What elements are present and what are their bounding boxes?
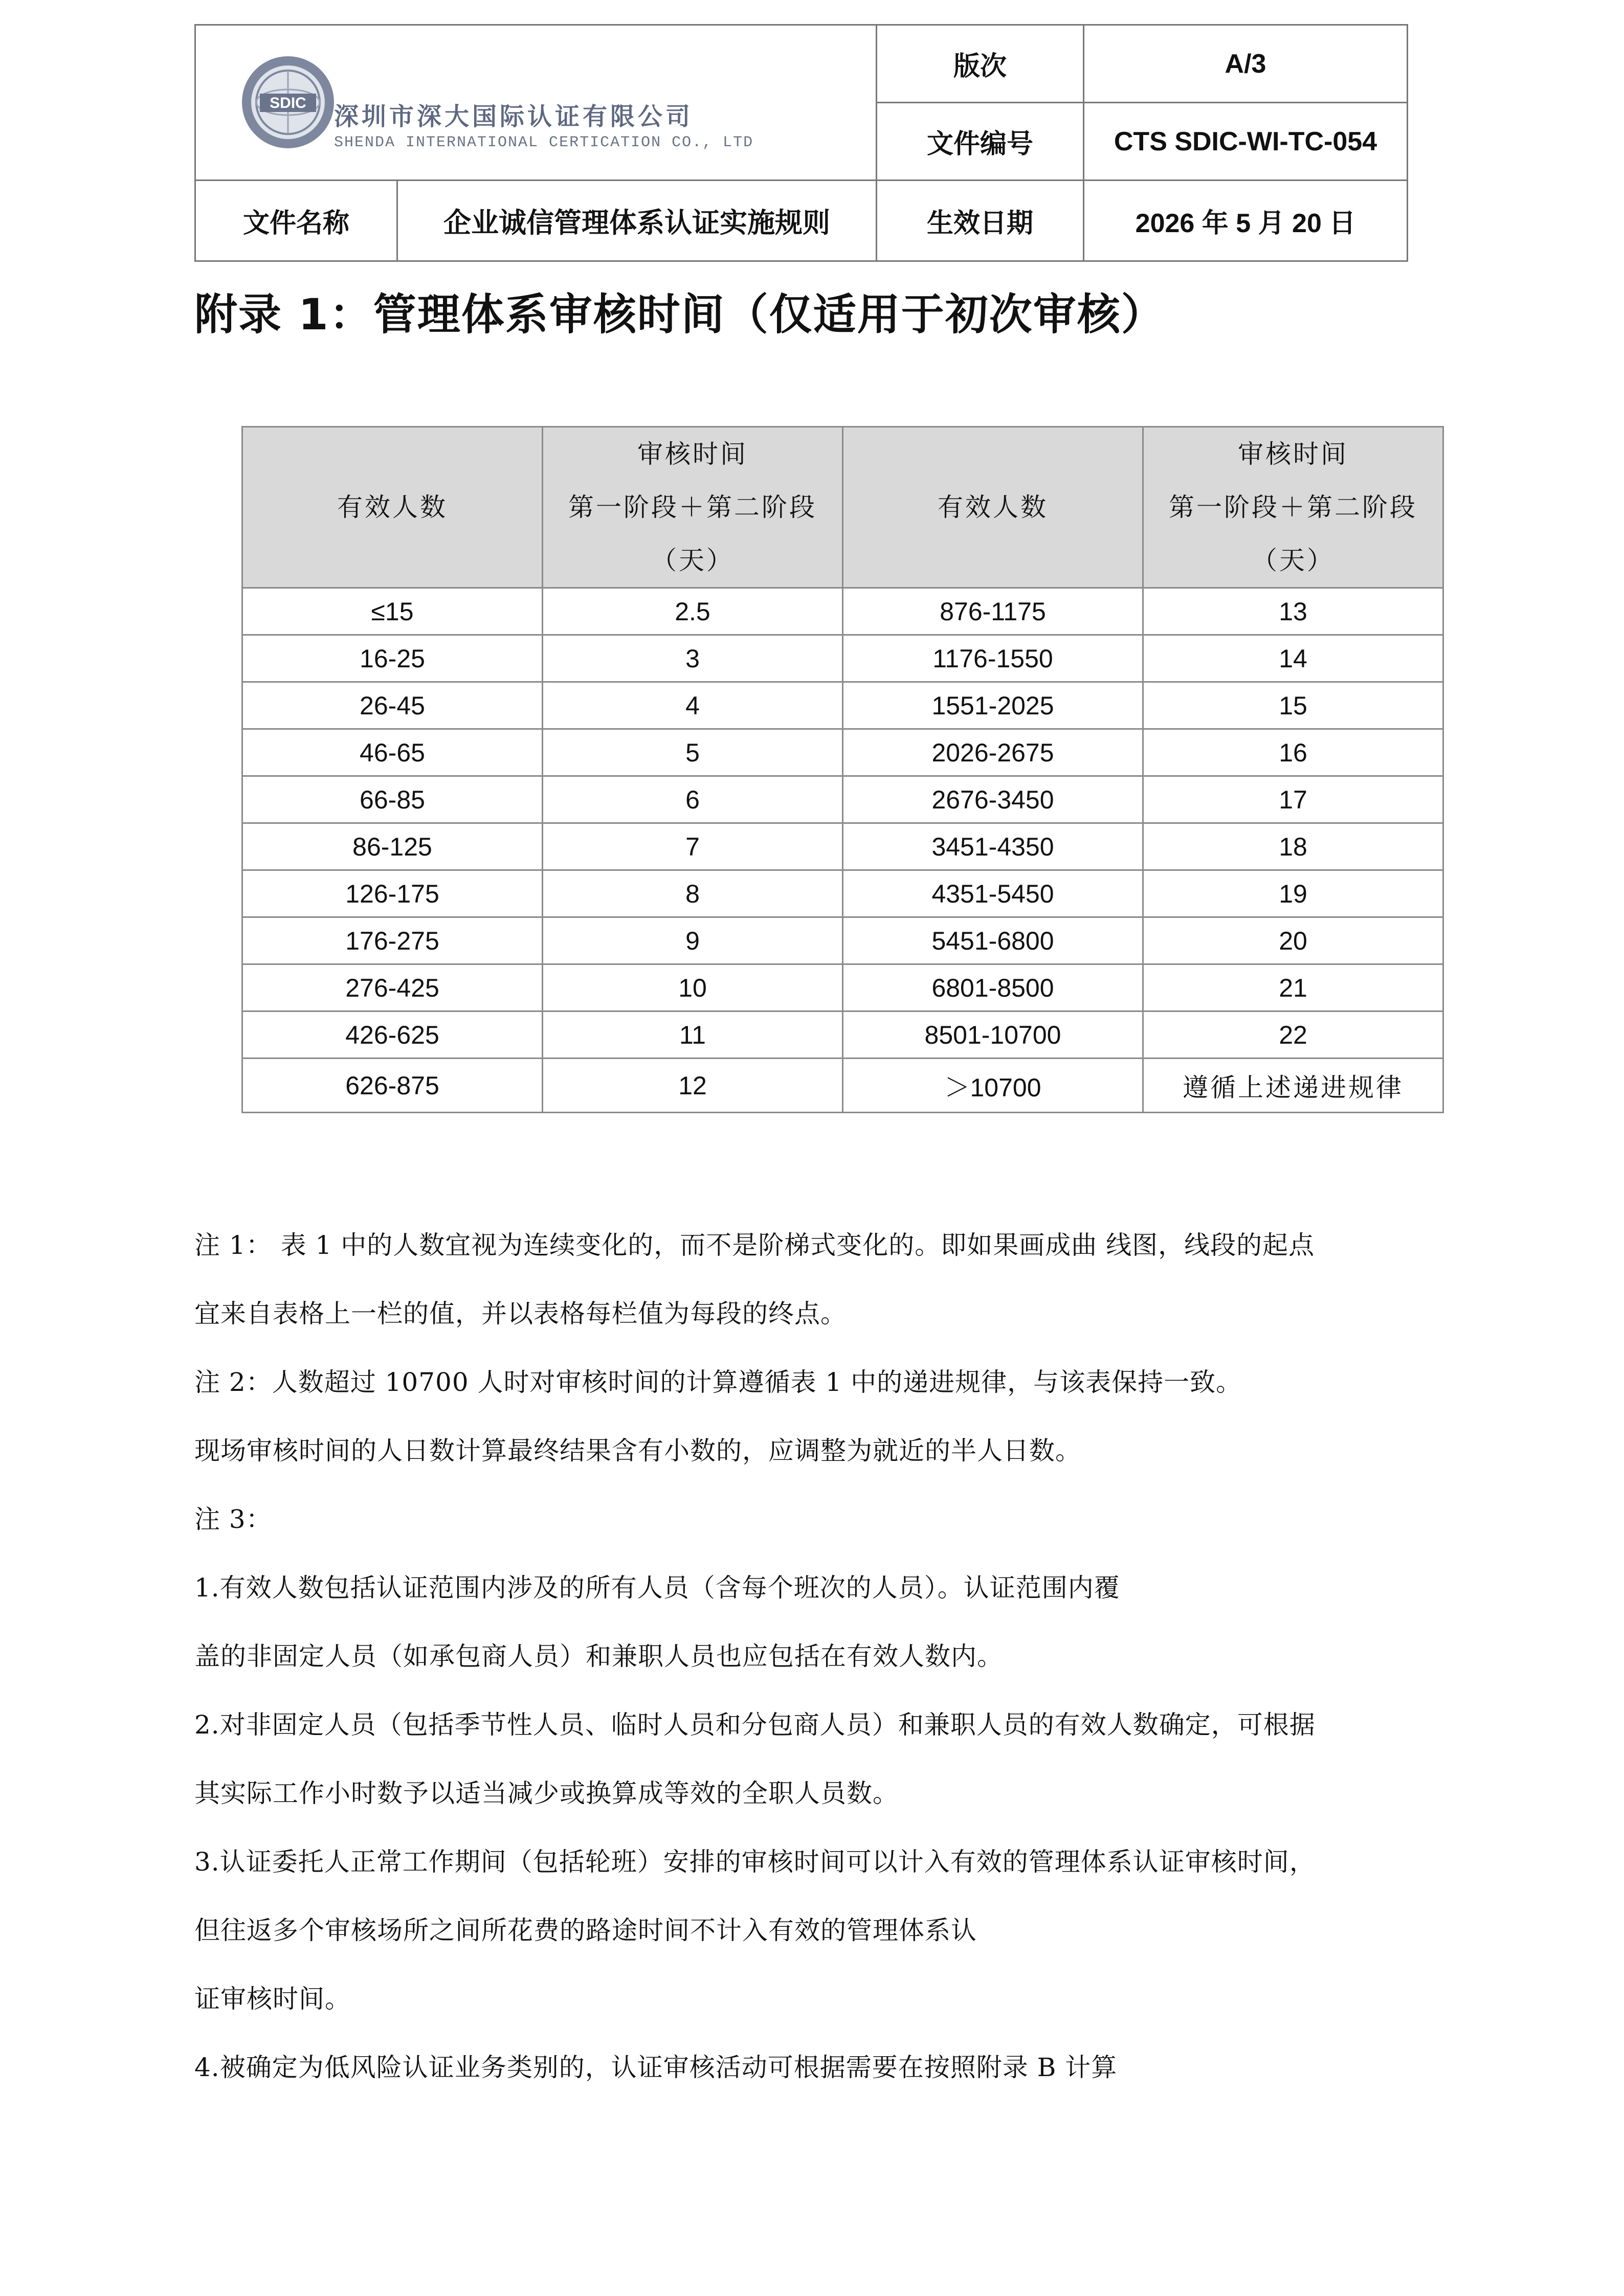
note-line: 证审核时间。 [194,1984,351,2014]
document-header [194,24,1408,262]
note-line: 但往返多个审核场所之间所花费的路途时间不计入有效的管理体系认 [194,1916,977,1945]
docname-value: 企业诚信管理体系认证实施规则 [397,181,877,261]
version-label: 版次 [877,25,1084,103]
note-line: 注 3： [194,1504,272,1534]
table-row: 176-275 9 5451-6800 20 [242,917,1443,964]
table-row: 626-875 12 ＞10700 遵循上述递进规律 [242,1059,1443,1113]
docname-label: 文件名称 [195,181,397,261]
version-value: A/3 [1084,25,1408,103]
company-logo-block [195,25,877,181]
table-row: 16-25 3 1176-1550 14 [242,635,1443,682]
table-row: 66-85 6 2676-3450 17 [242,776,1443,823]
header-people-right: 有效人数 [843,427,1143,588]
note-line: 盖的非固定人员（如承包商人员）和兼职人员也应包括在有效人数内。 [194,1641,1003,1671]
note-line: 1.有效人数包括认证范围内涉及的所有人员（含每个班次的人员）。认证范围内覆 [194,1573,1120,1603]
note-line: 注 1： 表 1 中的人数宜视为连续变化的，而不是阶梯式变化的。即如果画成曲 线图，线段的起点 [194,1230,1315,1260]
docno-value: CTS SDIC-WI-TC-054 [1084,103,1408,181]
header-time-right: 审核时间 第一阶段＋第二阶段 （天） [1143,427,1443,588]
note-line: 3.认证委托人正常工作期间（包括轮班）安排的审核时间可以计入有效的管理体系认证审核时间， [194,1847,1316,1877]
table-row: 276-425 10 6801-8500 21 [242,964,1443,1011]
note-line: 其实际工作小时数予以适当减少或换算成等效的全职人员数。 [194,1779,899,1808]
header-people-left: 有效人数 [242,427,543,588]
company-name-cn: 深圳市深大国际认证有限公司 [334,102,694,131]
note-line: 2.对非固定人员（包括季节性人员、临时人员和分包商人员）和兼职人员的有效人数确定，可根据 [194,1710,1316,1740]
table-row: ≤15 2.5 876-1175 13 [242,588,1443,635]
company-seal-icon [239,54,337,151]
company-name-en: SHENDA INTERNATIONAL CERTICATION CO., LTD [334,134,754,151]
table-row: 26-45 4 1551-2025 15 [242,682,1443,729]
table-row: 126-175 8 4351-5450 19 [242,870,1443,917]
svg-text:SDIC: SDIC [270,95,306,111]
notes-section [194,1225,1442,2115]
note-line: 4.被确定为低风险认证业务类别的，认证审核活动可根据需要在按照附录 B 计算 [194,2053,1118,2082]
date-label: 生效日期 [877,181,1084,261]
appendix-title: 附录 1：管理体系审核时间（仅适用于初次审核） [194,289,1165,340]
table-row: 426-625 11 8501-10700 22 [242,1011,1443,1059]
date-value: 2026 年 5 月 20 日 [1084,181,1408,261]
docno-label: 文件编号 [877,103,1084,181]
table-row: 86-125 7 3451-4350 18 [242,823,1443,870]
table-row: 46-65 5 2026-2675 16 [242,729,1443,776]
note-line: 注 2：人数超过 10700 人时对审核时间的计算遵循表 1 中的递进规律，与该表保持一致。 [194,1367,1242,1397]
header-time-left: 审核时间 第一阶段＋第二阶段 （天） [543,427,843,588]
audit-time-table [241,426,1444,1113]
note-line: 现场审核时间的人日数计算最终结果含有小数的，应调整为就近的半人日数。 [194,1436,1081,1466]
note-line: 宜来自表格上一栏的值，并以表格每栏值为每段的终点。 [194,1299,847,1329]
